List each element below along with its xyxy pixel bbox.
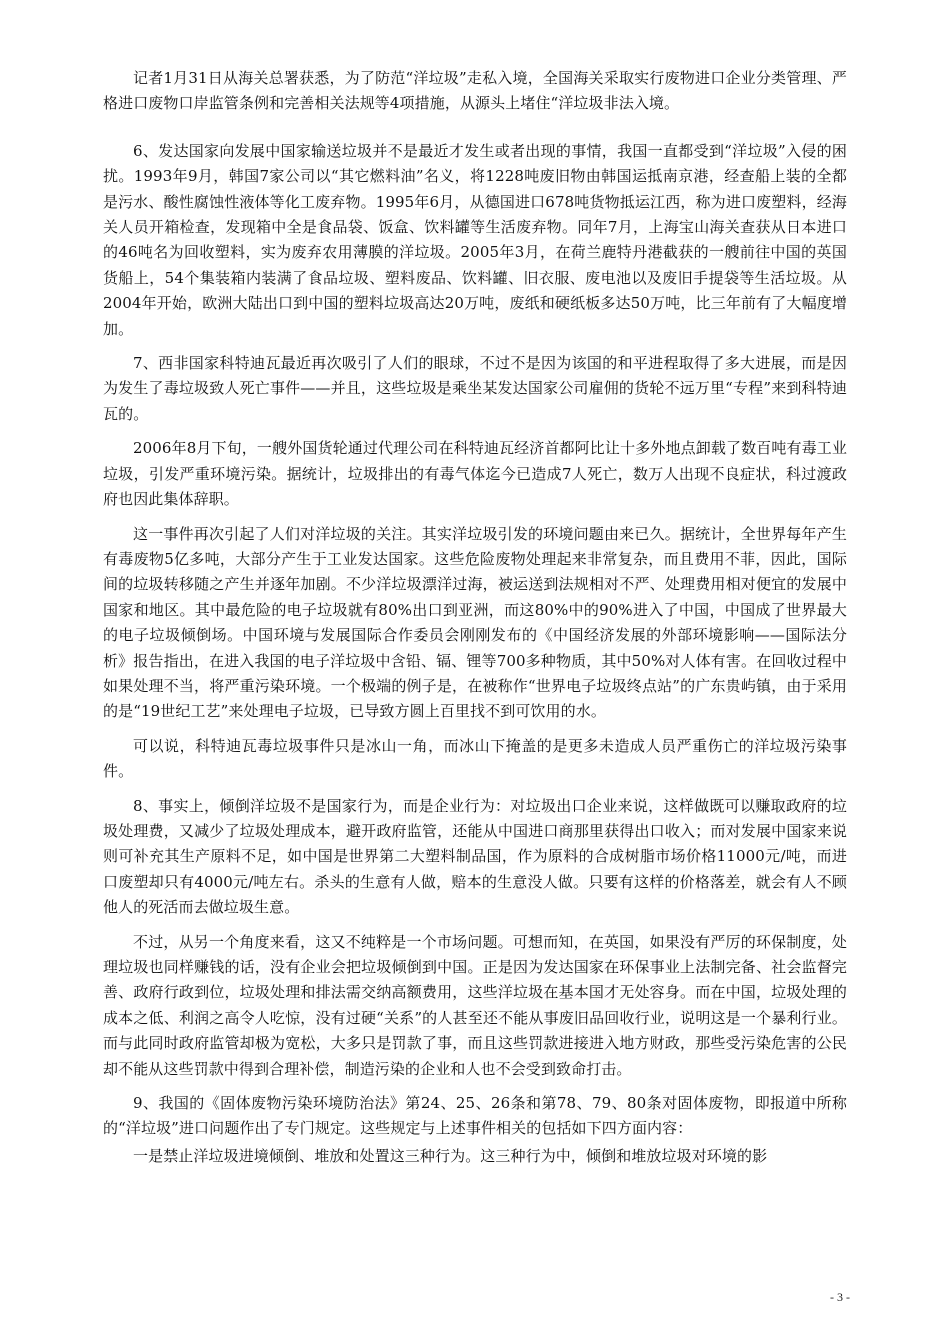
paragraph-market-regulation: 不过，从另一个角度来看，这又不纯粹是一个市场问题。可想而知，在英国，如果没有严厉的环保制度，处理垃圾也同样赚钱的话，没有企业会把垃圾倾倒到中国。正是因为发达国家在环保事业上法制完备、社会监督完善、政府行政到位，垃圾处理和排法需交纳高额费用，这些洋垃圾在基本国才无处容身。而在中国，垃圾处理的成本之低、利润之高令人吃惊，没有过硬“关系”的人甚至还不能从事废旧品回收行业，说明这是一个暴利行业。而与此同时政府监管却极为宽松，大多只是罚款了事，而且这些罚款进接进入地方财政，那些受污染危害的公民却不能从这些罚款中得到合理补偿，制造污染的企业和人也不会受到致命打击。 — [103, 932, 847, 1078]
paragraph-abidjan-incident: 2006年8月下旬，一艘外国货轮通过代理公司在科特迪瓦经济首都阿比让十多外地点卸载了数百吨有毒工业垃圾，引发严重环境污染。据统计，垃圾排出的有毒气体迄今已造成7人死亡，数万人出现不良症状，科过渡政府也因此集体辞职。 — [103, 439, 847, 509]
paragraph-tip-of-iceberg: 可以说，科特迪瓦毒垃圾事件只是冰山一角，而冰山下掩盖的是更多未造成人员严重伤亡的洋垃圾污染事件。 — [103, 736, 847, 781]
document-body — [103, 66, 847, 1178]
page-number: - 3 - — [830, 1290, 850, 1304]
paragraph-9-solid-waste-law: 9、我国的《固体废物污染环境防治法》第24、25、26条和第78、79、80条对固体废物，即报道中所称的“洋垃圾”进口问题作出了专门规定。这些规定与上述事件相关的包括如下四方面内容： — [103, 1094, 847, 1138]
paragraph-customs-measures: 记者1月31日从海关总署获悉，为了防范“洋垃圾”走私入境，全国海关采取实行废物进口企业分类管理、严格进口废物口岸监管条例和完善相关法规等4项措施，从源头上堵住“洋垃圾非法入境。 — [103, 69, 847, 113]
paragraph-global-waste-transfer: 这一事件再次引起了人们对洋垃圾的关注。其实洋垃圾引发的环境问题由来已久。据统计，全世界每年产生有毒废物5亿多吨，大部分产生于工业发达国家。这些危险废物处理起来非常复杂，而且费用不菲，因此，国际间的垃圾转移随之产生并逐年加剧。不少洋垃圾漂洋过海，被运送到法规相对不严、处理费用相对便宜的发展中国家和地区。其中最危险的电子垃圾就有80%出口到亚洲，而这80%中的90%进入了中国，中国成了世界最大的电子垃圾倾倒场。中国环境与发展国际合作委员会刚刚发布的《中国经济发展的外部环境影响——国际法分析》报告指出，在进入我国的电子洋垃圾中含铅、镉、锂等700多种物质，其中50%对人体有害。在回收过程中如果处理不当，将严重污染环境。一个极端的例子是，在被称作“世界电子垃圾终点站”的广东贵屿镇，由于采用的是“19世纪工艺”来处理电子垃圾，已导致方圆上百里找不到可饮用的水。 — [103, 524, 847, 721]
paragraph-first-prohibition: 一是禁止洋垃圾进境倾倒、堆放和处置这三种行为。这三种行为中，倾倒和堆放垃圾对环境的影 — [133, 1146, 768, 1165]
paragraph-7-cote-divoire: 7、西非国家科特迪瓦最近再次吸引了人们的眼球，不过不是因为该国的和平进程取得了多大进展，而是因为发生了毒垃圾致人死亡事件——并且，这些垃圾是乘坐某发达国家公司雇佣的货轮不远万里“专程”来到科特迪瓦的。 — [103, 354, 847, 423]
paragraph-6-foreign-garbage-history: 6、发达国家向发展中国家输送垃圾并不是最近才发生或者出现的事情，我国一直都受到“洋垃圾”入侵的困扰。1993年9月，韩国7家公司以“其它燃料油”名义，将1228吨废旧物由韩国运抵南京港，经查船上装的全都是污水、酸性腐蚀性液体等化工废弃物。1995年6月，从德国进口678吨货物抵运江西，称为进口废塑料，经海关人员开箱检查，发现箱中全是食品袋、饭盒、饮料罐等生活废弃物。同年7月，上海宝山海关查获从日本进口的46吨名为回收塑料，实为废弃农用薄膜的洋垃圾。2005年3月，在荷兰鹿特丹港截获的一艘前往中国的英国货船上，54个集装箱内装满了食品垃圾、塑料废品、饮料罐、旧衣服、废电池以及废旧手提袋等生活垃圾。从2004年开始，欧洲大陆出口到中国的塑料垃圾高达20万吨，废纸和硬纸板多达50万吨，比三年前有了大幅度增加。 — [103, 141, 847, 338]
paragraph-8-enterprise-behavior: 8、事实上，倾倒洋垃圾不是国家行为，而是企业行为：对垃圾出口企业来说，这样做既可以赚取政府的垃圾处理费，又减少了垃圾处理成本，避开政府监管，还能从中国进口商那里获得出口收入；而对发展中国家来说则可补充其生产原料不足，如中国是世界第二大塑料制品国，作为原料的合成树脂市场价格11000元/吨，而进口废塑却只有4000元/吨左右。杀头的生意有人做，赔本的生意没人做。只要有这样的价格落差，就会有人不顾他人的死活而去做垃圾生意。 — [103, 796, 847, 917]
